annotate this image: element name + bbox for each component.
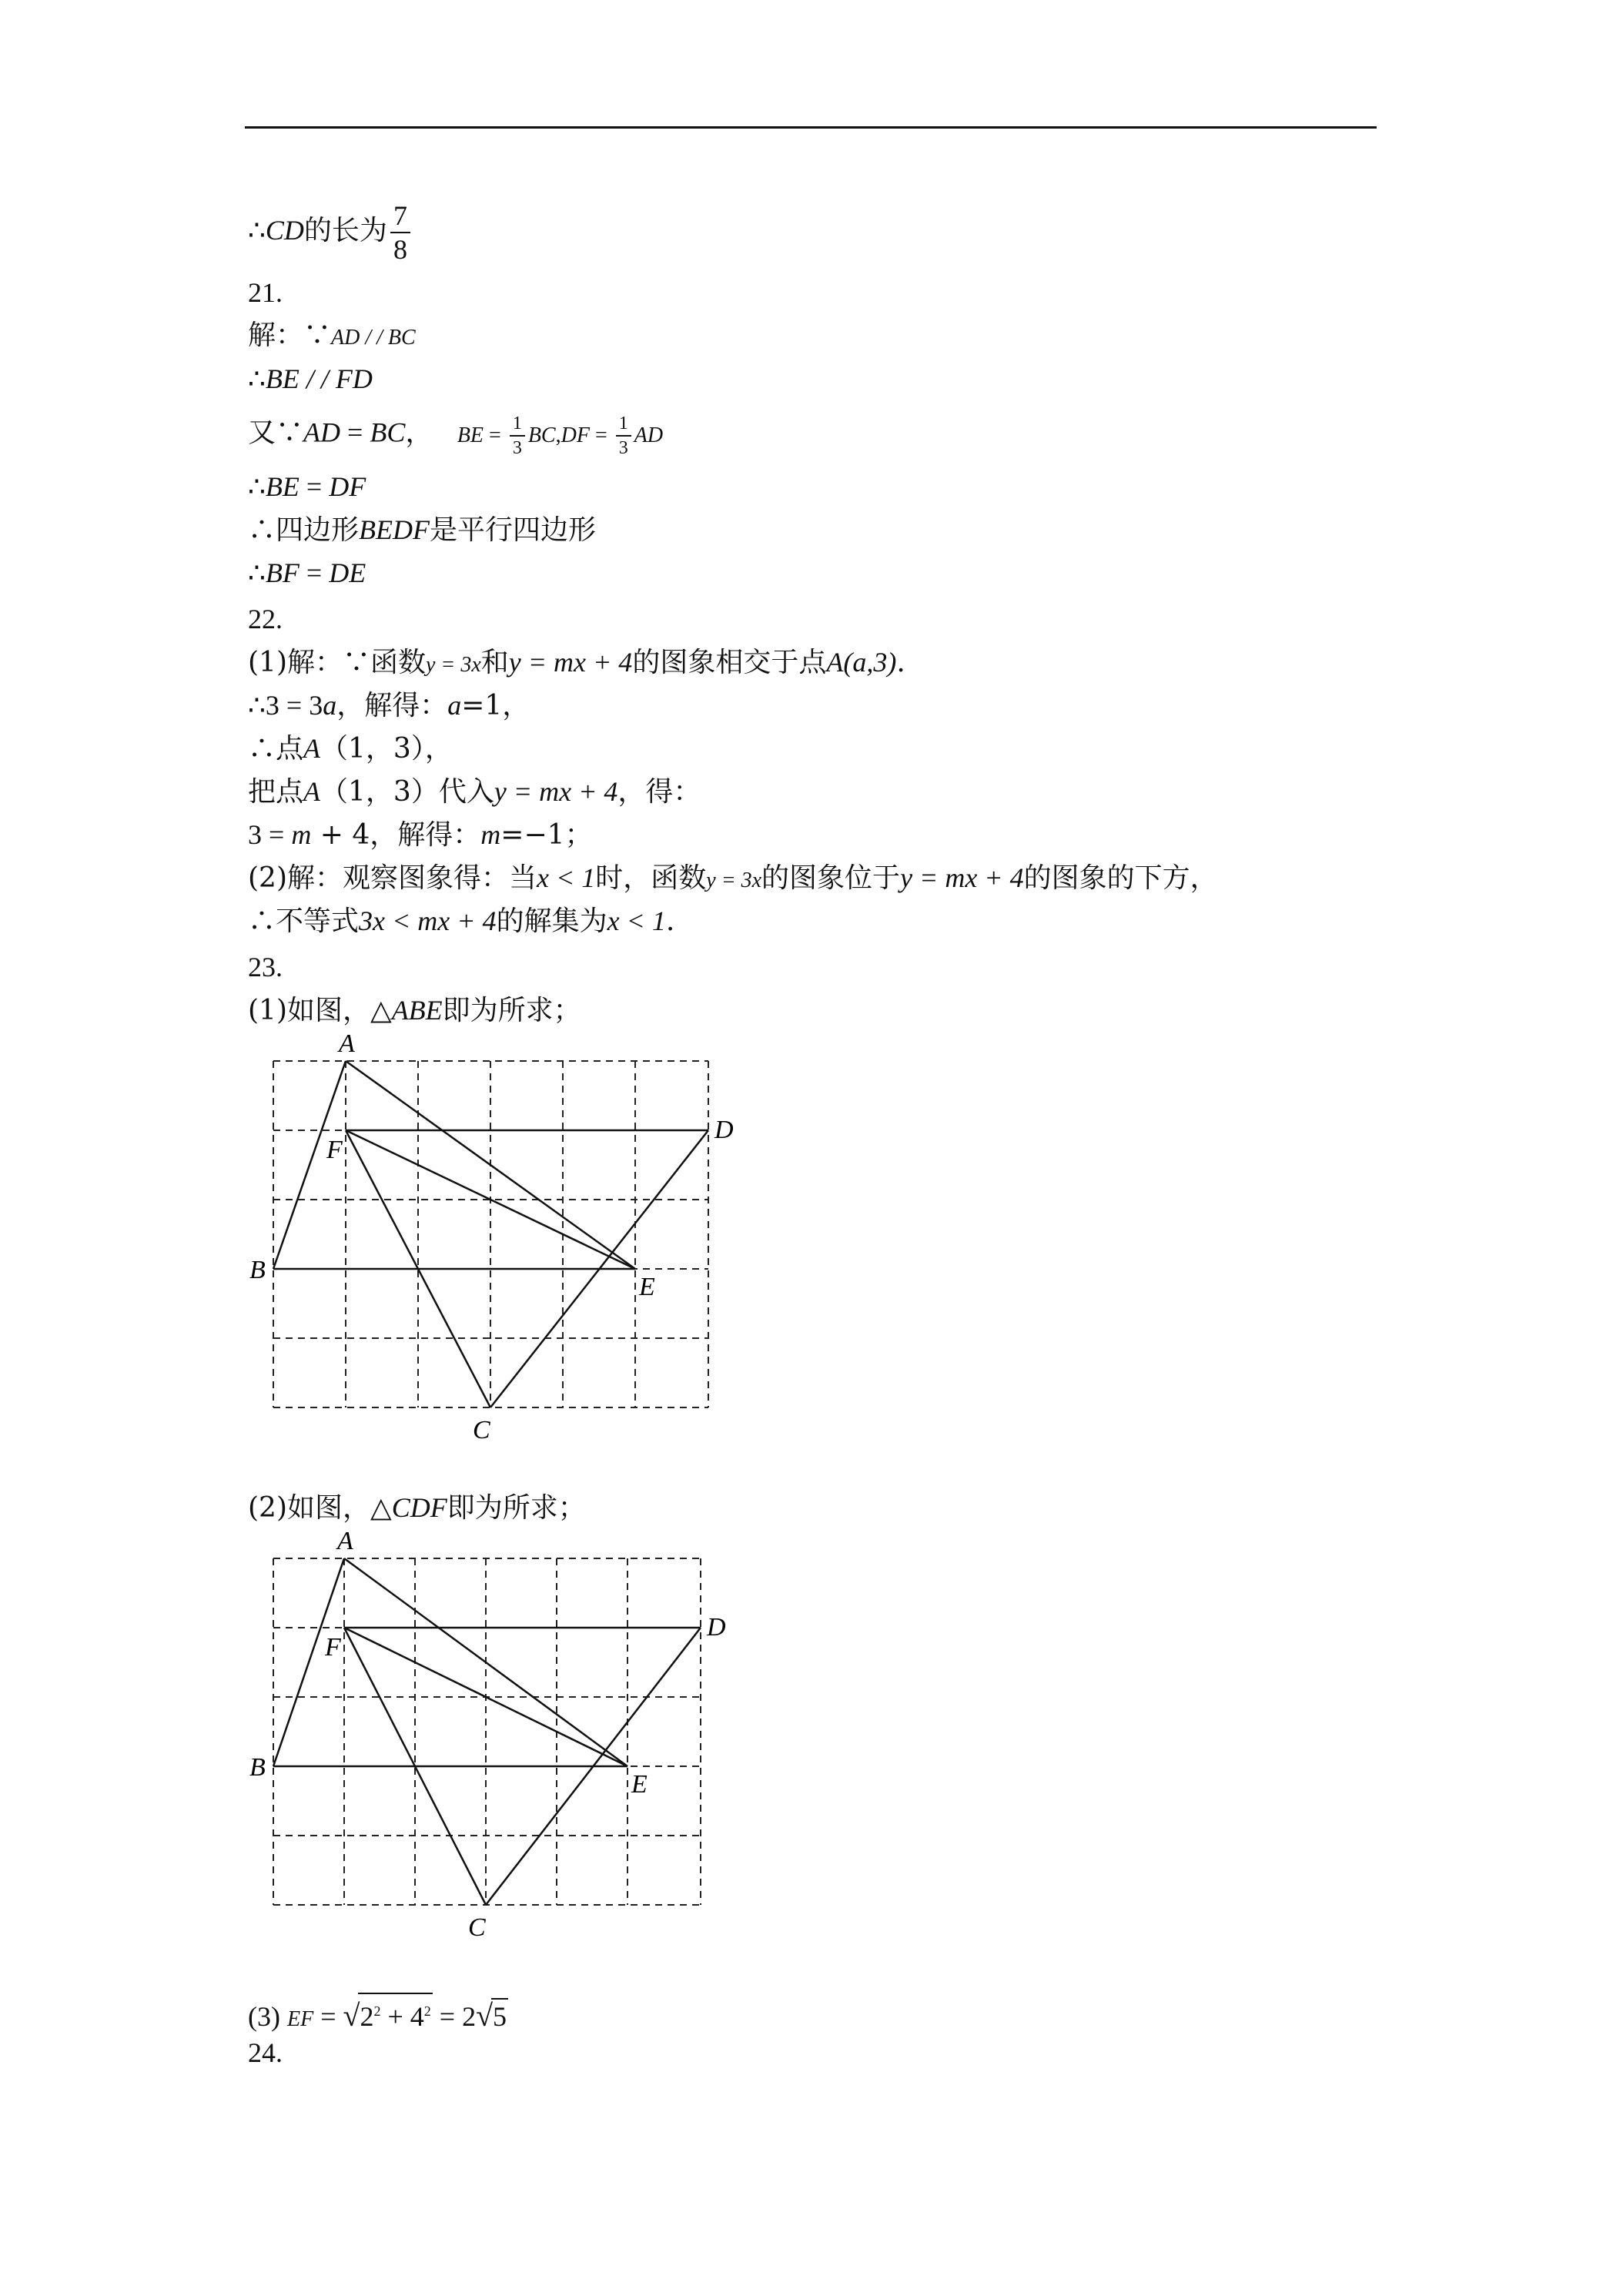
solution-21-line-4: ∴BE = DF [248, 471, 366, 503]
grid-figure-1 [231, 1016, 755, 1448]
label-f: F [326, 1136, 343, 1164]
solution-21-line-6: ∴BF = DE [248, 557, 366, 589]
solution-21-line-1: 解：∵AD / / BC [248, 320, 416, 351]
solution-22-line-4: 把点A（1，3）代入y = mx + 4，得： [248, 776, 701, 808]
solution-21-line-3: 又∵AD = BC， BE = $\frac{1}{3}$ BC,DF = $\frac{1}{3}$ AD [248, 413, 664, 458]
sqrt-content: $2^2 + 4^2$ [358, 1993, 432, 2033]
solution-23-part-3: (3) EF = $√2^2 + 4^2 = 2√5$ [248, 1993, 508, 2037]
question-number-24: 24. [248, 2037, 283, 2068]
solution-23-part-2: (2)如图，△CDF即为所求； [248, 1492, 586, 1524]
question-number-21: 21. [248, 277, 283, 308]
fraction: $\frac{1}{3}$ [510, 414, 525, 457]
dashed-grid [273, 1558, 701, 1905]
label-b: B [249, 1753, 266, 1782]
solution-22-line-5: 3 = m + 4，解得：m=−1； [248, 819, 593, 851]
sqrt-sign: √ [343, 1998, 360, 2033]
solution-22-line-6: (2)解：观察图象得：当x < 1时，函数y = 3x的图象位于y = mx + 4的图象的下方， [248, 862, 1218, 894]
label-c: C [468, 1913, 486, 1942]
label-b: B [249, 1256, 266, 1284]
label-e: E [639, 1273, 655, 1301]
solution-22-line-1: (1)解：∵函数y = 3x和y = mx + 4的图象相交于点A(a,3). [248, 647, 905, 678]
question-number-23: 23. [248, 952, 283, 982]
sqrt-sign: √ [476, 1998, 494, 2033]
conclusion-cd-length: ∴CD的长为 $\frac{7}{8}$ [248, 202, 413, 263]
therefore-symbol: ∴ [248, 215, 266, 246]
grid-figure-2 [231, 1514, 755, 1945]
label-a: A [337, 1527, 353, 1555]
solution-22-line-7: ∴不等式3x < mx + 4的解集为x < 1. [248, 905, 675, 937]
label-c: C [473, 1416, 490, 1444]
fraction: $\frac{7}{8}$ [390, 202, 410, 263]
solution-22-line-3: ∴点A（1，3）， [248, 733, 453, 765]
label-f: F [325, 1633, 341, 1662]
solution-22-line-2: ∴3 = 3a，解得：a=1， [248, 690, 530, 721]
fraction: $\frac{1}{3}$ [616, 414, 631, 457]
label-a: A [339, 1029, 355, 1058]
label-d: D [707, 1613, 726, 1642]
question-number-22: 22. [248, 604, 283, 634]
label-d: D [714, 1116, 734, 1144]
solution-21-line-2: ∴BE / / FD [248, 363, 373, 395]
solution-21-line-5: ∴四边形BEDF是平行四边形 [248, 514, 596, 546]
header-rule [245, 126, 1377, 129]
dashed-grid [273, 1061, 708, 1407]
triangle-lines [273, 1558, 701, 1905]
label-e: E [631, 1770, 648, 1799]
solution-23-part-1: (1)如图，△ABE即为所求； [248, 995, 581, 1026]
